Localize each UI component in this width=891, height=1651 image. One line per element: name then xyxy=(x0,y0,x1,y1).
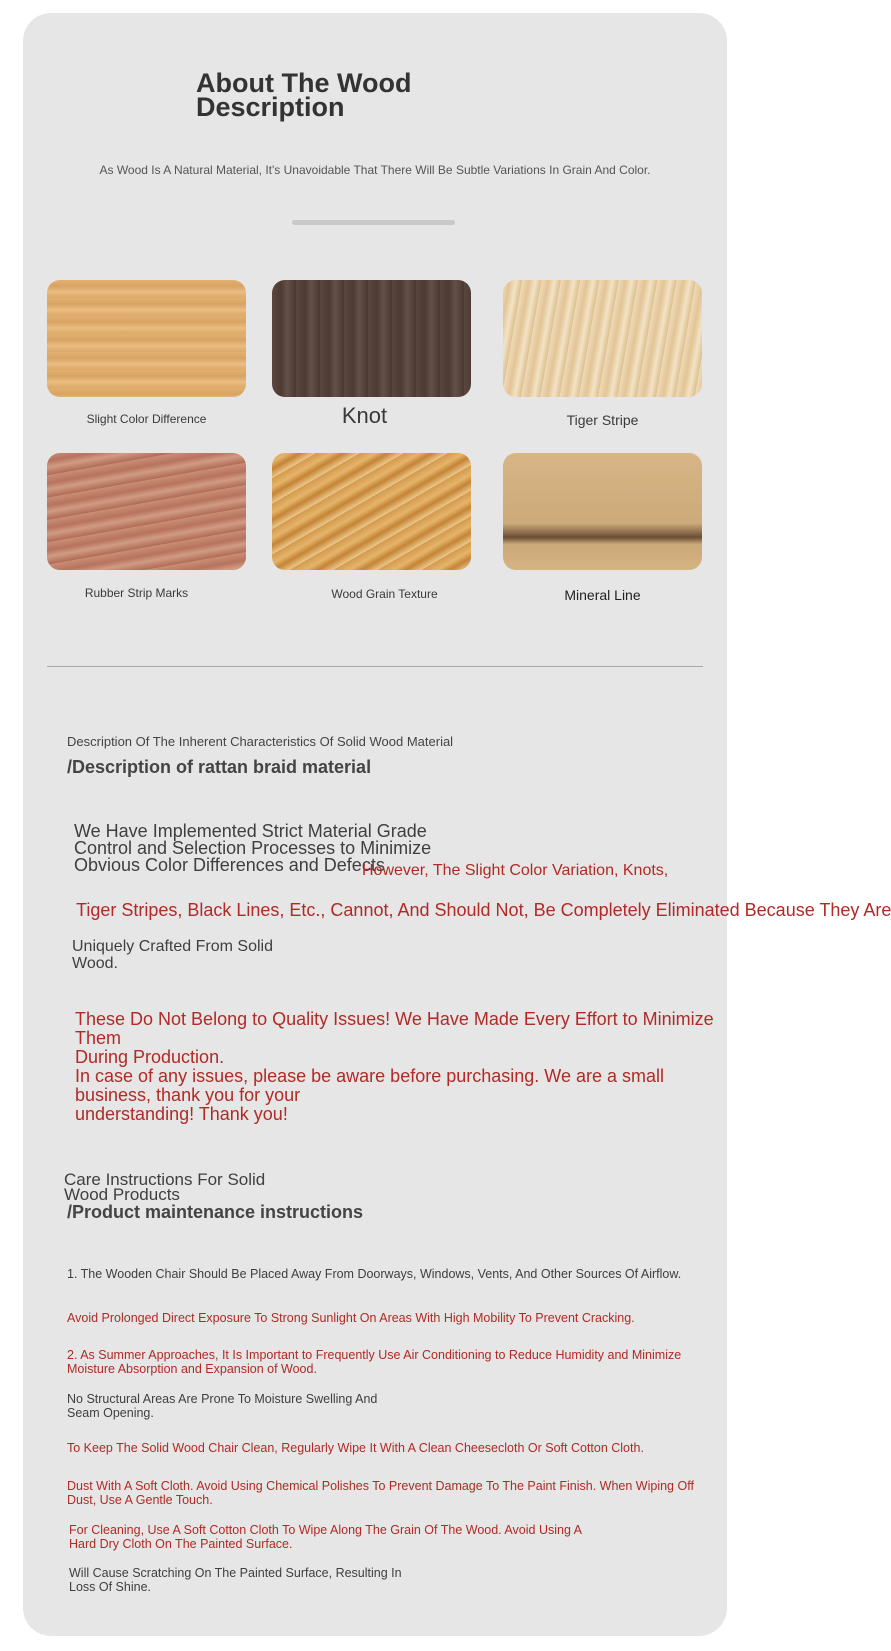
swatch-label-mineral-line: Mineral Line xyxy=(564,587,641,603)
swatch-label-rubber-strip-marks: Rubber Strip Marks xyxy=(84,586,189,600)
care-instruction-3: 2. As Summer Approaches, It Is Important to Frequently Use Air Conditioning to Reduce Humidity and Minimize Moisture Absorption and Expansion of Wood. xyxy=(67,1348,682,1376)
light-pine-wood-texture-icon xyxy=(47,280,246,397)
care-instruction-6: Dust With A Soft Cloth. Avoid Using Chemical Polishes To Prevent Damage To The Paint Finish. When Wiping Off Dust, Use A Gentle Touch. xyxy=(67,1479,694,1507)
material-notice: These Do Not Belong to Quality Issues! We Have Made Every Effort to Minimize Them During Production. In case of any issues, please be aware before purchasing. We are a small business, thank you for your understanding! Thank you! xyxy=(75,1009,714,1124)
page-title: About The Wood Description xyxy=(196,68,412,122)
maple-mineral-streak-texture-icon xyxy=(503,453,702,570)
material-paragraph-1: We Have Implemented Strict Material Grade Control and Selection Processes to Minimize Obvious Color Differences and Defects xyxy=(74,821,432,875)
decorative-divider xyxy=(292,220,455,225)
swatch-label-knot: Knot xyxy=(341,403,388,428)
care-section-title: Care Instructions For Solid Wood Products xyxy=(64,1170,266,1204)
wood-info-card xyxy=(23,13,891,1636)
material-paragraph-1-highlight: However, The Slight Color Variation, Knots, xyxy=(362,862,669,879)
section-divider xyxy=(47,666,703,667)
cherry-wood-texture-icon xyxy=(47,453,246,570)
curly-maple-wood-texture-icon xyxy=(503,280,702,397)
dark-walnut-wood-texture-icon xyxy=(272,280,471,397)
care-instruction-5: To Keep The Solid Wood Chair Clean, Regularly Wipe It With A Clean Cheesecloth Or Soft Cotton Cloth. xyxy=(67,1441,644,1455)
care-instruction-4: No Structural Areas Are Prone To Moisture Swelling And Seam Opening. xyxy=(67,1392,378,1420)
swatch-label-slight-color-difference: Slight Color Difference xyxy=(86,412,207,426)
swatch-label-wood-grain-texture: Wood Grain Texture xyxy=(331,587,438,601)
material-paragraph-2: Uniquely Crafted From Solid Wood. xyxy=(72,938,273,972)
material-section-subtitle: /Description of rattan braid material xyxy=(67,757,372,777)
care-instruction-2: Avoid Prolonged Direct Exposure To Strong Sunlight On Areas With High Mobility To Prevent Cracking. xyxy=(67,1311,635,1325)
swatch-label-tiger-stripe: Tiger Stripe xyxy=(566,412,639,428)
care-instruction-7: For Cleaning, Use A Soft Cotton Cloth To Wipe Along The Grain Of The Wood. Avoid Using A Hard Dry Cloth On The Painted Surface. xyxy=(69,1523,583,1551)
intro-text: As Wood Is A Natural Material, It's Unavoidable That There Will Be Subtle Variations In Grain And Color. xyxy=(99,163,651,177)
figured-amber-wood-texture-icon xyxy=(272,453,471,570)
material-paragraph-1-highlight-continued: Tiger Stripes, Black Lines, Etc., Cannot, And Should Not, Be Completely Eliminated Because They Are xyxy=(76,900,891,920)
care-section-subtitle: /Product maintenance instructions xyxy=(67,1202,364,1222)
material-section-title: Description Of The Inherent Characteristics Of Solid Wood Material xyxy=(67,734,454,749)
care-instruction-8: Will Cause Scratching On The Painted Surface, Resulting In Loss Of Shine. xyxy=(69,1566,402,1594)
care-instruction-1: 1. The Wooden Chair Should Be Placed Away From Doorways, Windows, Vents, And Other Sources Of Airflow. xyxy=(67,1267,682,1281)
